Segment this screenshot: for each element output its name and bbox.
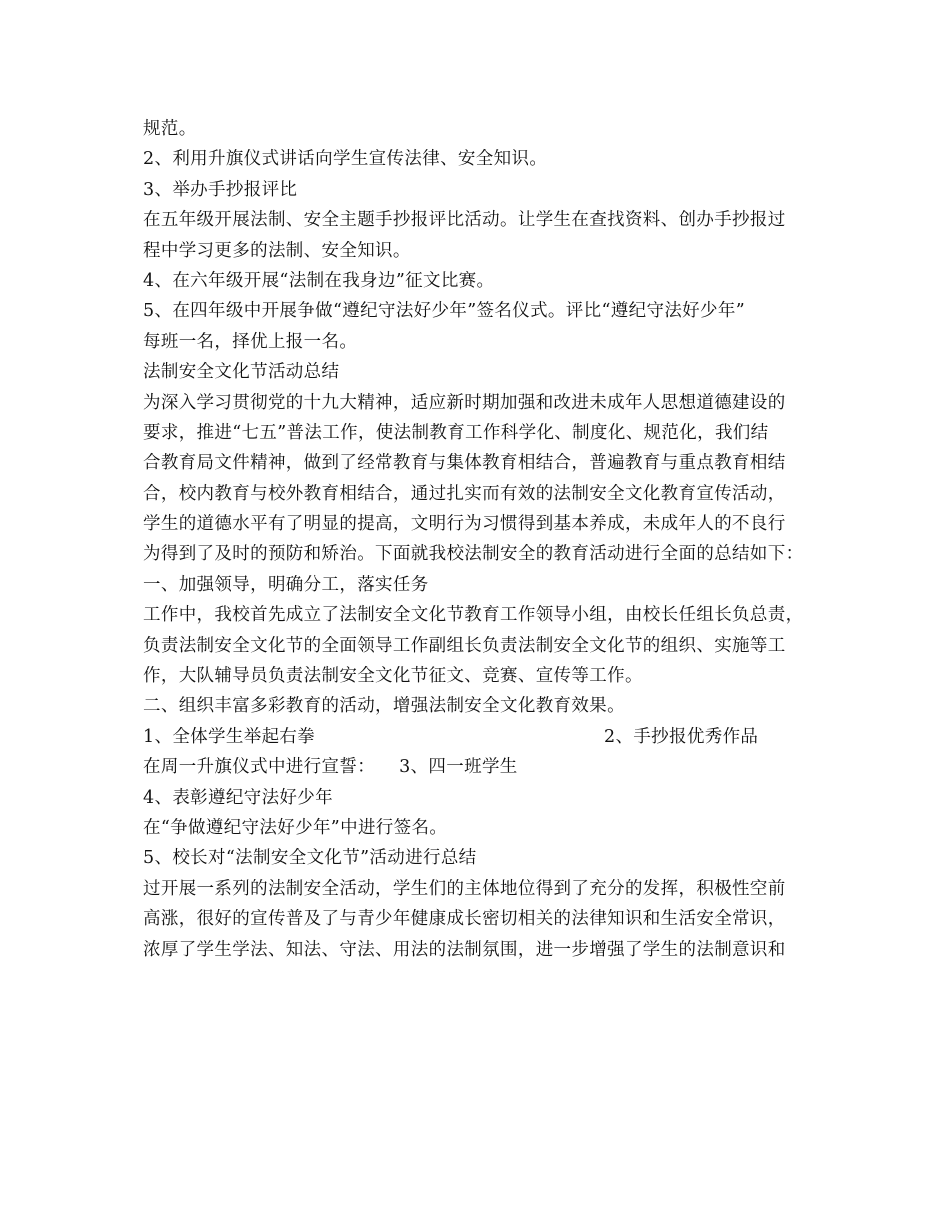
text-line: 为深入学习贯彻党的十九大精神，适应新时期加强和改进未成年人思想道德建设的	[143, 392, 786, 413]
photo-caption-3: 3、四一班学生	[399, 757, 518, 778]
text-line: 负责法制安全文化节的全面领导工作副组长负责法制安全文化节的组织、实施等工	[143, 635, 786, 656]
section-heading: 法制安全文化节活动总结	[143, 362, 340, 383]
text-line: 5、在四年级中开展争做“遵纪守法好少年”签名仪式。评比“遵纪守法好少年”	[143, 301, 746, 322]
photo-caption-1: 1、全体学生举起右拳	[143, 726, 316, 747]
text-line: 作，大队辅导员负责法制安全文化节征文、竞赛、宣传等工作。	[143, 666, 643, 687]
text-line: 程中学习更多的法制、安全知识。	[143, 240, 411, 261]
section-heading: 一、加强领导，明确分工，落实任务	[143, 574, 429, 595]
text-line: 学生的道德水平有了明显的提高，文明行为习惯得到基本养成，未成年人的不良行	[143, 514, 786, 535]
text-line: 合，校内教育与校外教育相结合，通过扎实而有效的法制安全文化教育宣传活动，	[143, 483, 786, 504]
photo-caption-2: 2、手抄报优秀作品	[604, 726, 759, 747]
text-line: 3、举办手抄报评比	[143, 179, 298, 200]
text-line: 4、在六年级开展“法制在我身边”征文比赛。	[143, 270, 495, 291]
text-line: 浓厚了学生学法、知法、守法、用法的法制氛围，进一步增强了学生的法制意识和	[143, 939, 786, 960]
text-line: 5、校长对“法制安全文化节”活动进行总结	[143, 848, 477, 869]
text-line: 在“争做遵纪守法好少年”中进行签名。	[143, 817, 448, 838]
photo-caption-1-cont: 在周一升旗仪式中进行宣誓：	[143, 757, 376, 778]
section-heading: 二、组织丰富多彩教育的活动，增强法制安全文化教育效果。	[143, 696, 625, 717]
text-line: 工作中，我校首先成立了法制安全文化节教育工作领导小组，由校长任组长负总责，	[143, 605, 804, 626]
text-line: 过开展一系列的法制安全活动，学生们的主体地位得到了充分的发挥，积极性空前	[143, 878, 786, 899]
text-line: 在五年级开展法制、安全主题手抄报评比活动。让学生在查找资料、创办手抄报过	[143, 210, 786, 231]
photo-caption-row	[143, 722, 825, 752]
text-line: 2、利用升旗仪式讲话向学生宣传法律、安全知识。	[143, 149, 548, 170]
document-body	[143, 114, 825, 965]
text-line: 规范。	[143, 119, 197, 139]
photo-caption-row	[143, 752, 825, 782]
text-line: 4、表彰遵纪守法好少年	[143, 787, 333, 808]
text-line: 每班一名，择优上报一名。	[143, 331, 358, 352]
text-line: 要求，推进“七五”普法工作，使法制教育工作科学化、制度化、规范化，我们结	[143, 422, 769, 443]
text-line: 为得到了及时的预防和矫治。下面就我校法制安全的教育活动进行全面的总结如下：	[143, 544, 804, 565]
text-line: 高涨，很好的宣传普及了与青少年健康成长密切相关的法律知识和生活安全常识，	[143, 909, 786, 930]
text-line: 合教育局文件精神，做到了经常教育与集体教育相结合，普遍教育与重点教育相结	[143, 453, 786, 474]
